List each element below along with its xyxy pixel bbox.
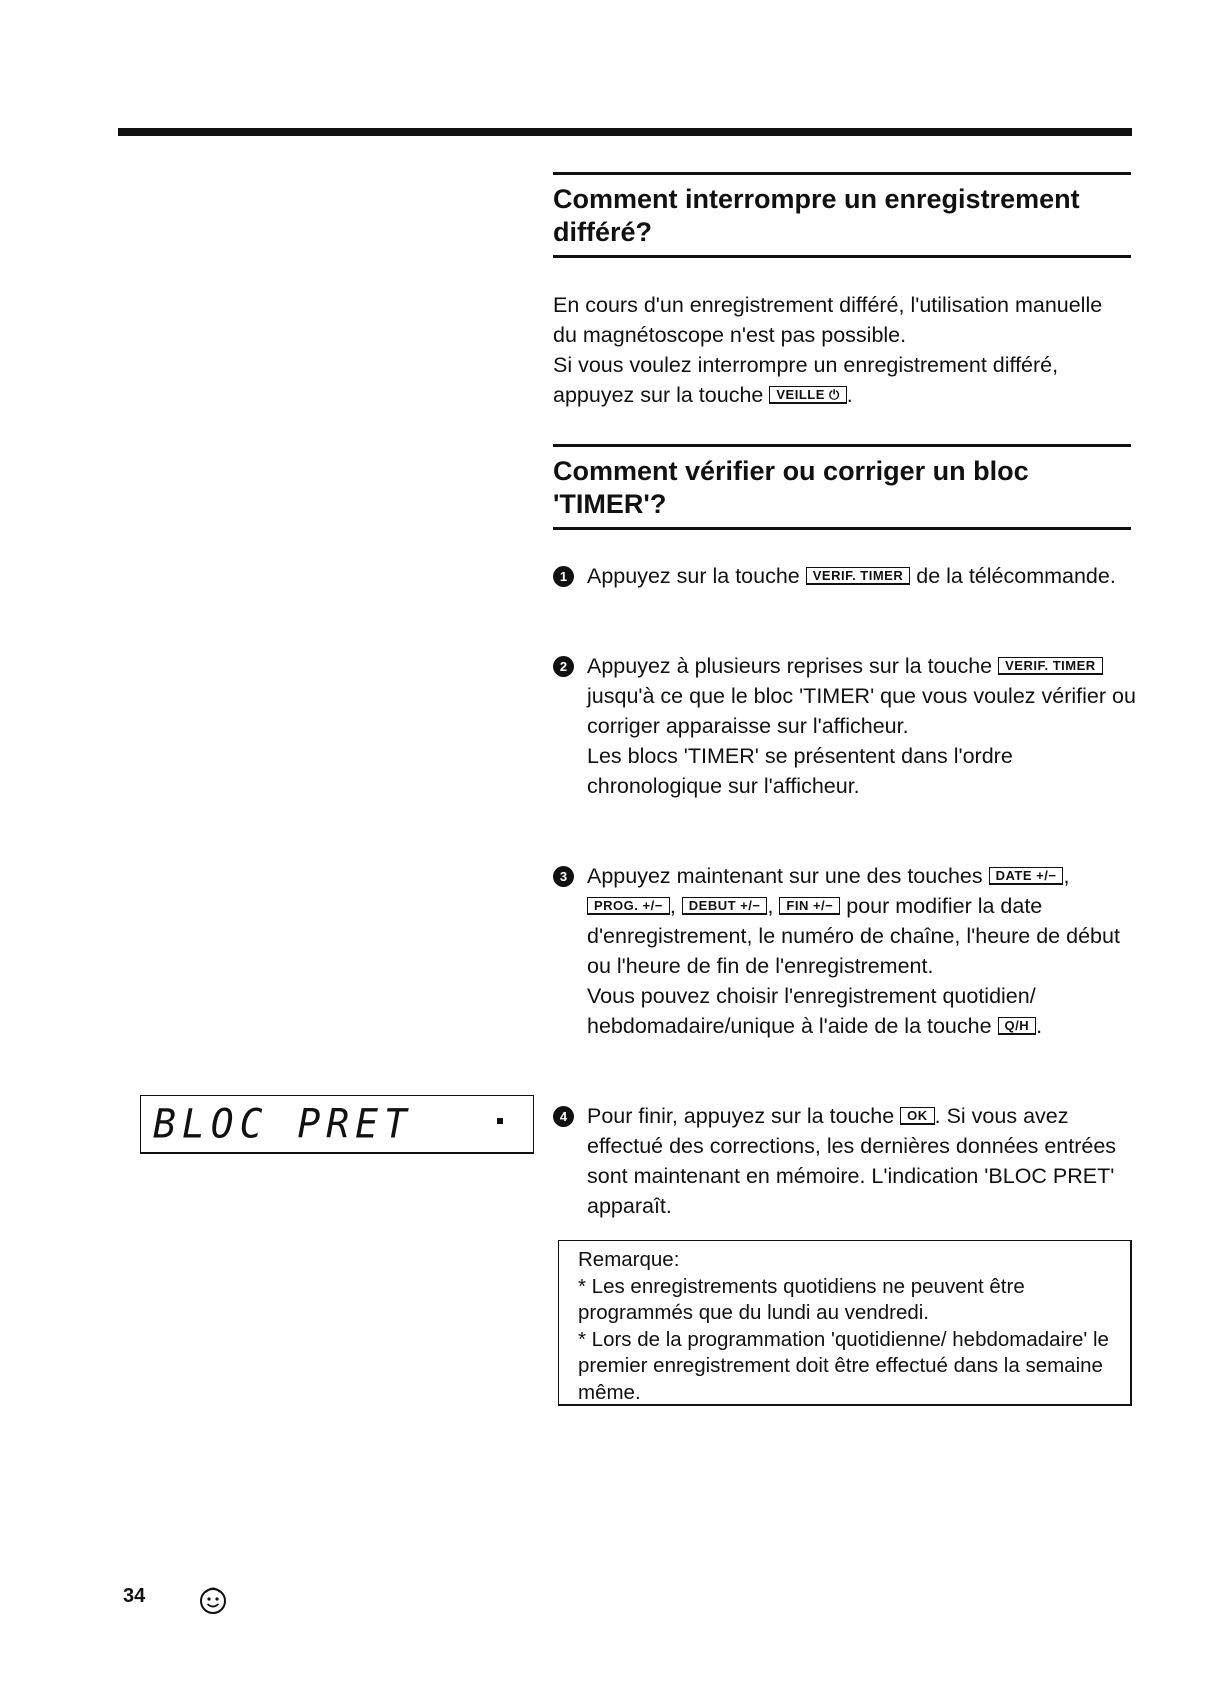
paragraph: Les blocs 'TIMER' se présentent dans l'ordre chronologique sur l'afficheur. — [587, 744, 1013, 798]
ok-key: OK — [900, 1107, 935, 1125]
verif-timer-key: VERIF. TIMER — [998, 657, 1103, 675]
step-3: 3 Appuyez maintenant sur une des touches DATE +/− , PROG. +/− , DEBUT +/− , FIN +/− pour modifier la date d'enregistrement, le numéro de chaîne, l'heure de début ou l'heure de fin de l'enregistrement. Vous pouvez choisir l'enregistrement quotidien/ hebdomadaire/unique à l'aide de la touche Q/H . — [553, 861, 1138, 1041]
step-number: 3 — [553, 866, 574, 887]
note-line: * Lors de la programmation 'quotidienne/ hebdomadaire' le premier enregistrement doit être effectué dans la semaine même. — [578, 1327, 1109, 1404]
paragraph: En cours d'un enregistrement différé, l'utilisation manuelle du magnétoscope n'est pas possible. — [553, 293, 1103, 347]
note-box — [558, 1240, 1132, 1406]
step-2: 2 Appuyez à plusieurs reprises sur la touche VERIF. TIMER jusqu'à ce que le bloc 'TIMER' que vous voulez vérifier ou corriger apparaisse sur l'afficheur. Les blocs 'TIMER' se présentent dans l'ordre chronologique sur l'afficheur. — [553, 651, 1138, 801]
section-heading: Comment vérifier ou corriger un bloc 'TIMER'? — [553, 456, 1029, 519]
section-heading-box — [553, 444, 1131, 530]
lcd-display — [140, 1095, 534, 1154]
section-heading: Comment interrompre un enregistrement différé? — [553, 184, 1080, 247]
step-number: 4 — [553, 1106, 574, 1127]
top-rule — [118, 128, 1132, 136]
step-number: 1 — [553, 566, 574, 587]
paragraph: Si vous voulez interrompre un enregistrement différé, appuyez sur la touche VEILLE ⏻ . — [553, 353, 1059, 407]
prog-key: PROG. +/− — [587, 897, 670, 915]
step-1: 1 Appuyez sur la touche VERIF. TIMER de la télécommande. — [553, 561, 1138, 591]
qh-key: Q/H — [998, 1017, 1037, 1035]
note-title: Remarque: — [578, 1248, 680, 1271]
note-line: * Les enregistrements quotidiens ne peuvent être programmés que du lundi au vendredi. — [578, 1274, 1025, 1324]
section-verifier — [553, 444, 1131, 530]
display-text: BLOC PRET — [153, 1100, 413, 1148]
step-4: 4 Pour finir, appuyez sur la touche OK . Si vous avez effectué des corrections, les dernières données entrées sont maintenant en mémoire. L'indication 'BLOC PRET' apparaît. — [553, 1101, 1138, 1221]
smiley-icon — [196, 1583, 230, 1617]
section-body — [553, 290, 1131, 410]
veille-key: VEILLE ⏻ — [769, 386, 846, 404]
verif-timer-key: VERIF. TIMER — [806, 567, 911, 585]
display-dot — [497, 1118, 503, 1124]
fin-key: FIN +/− — [779, 897, 840, 915]
section-interrompre — [553, 172, 1131, 410]
debut-key: DEBUT +/− — [682, 897, 768, 915]
page-number: 34 — [123, 1585, 146, 1607]
date-key: DATE +/− — [989, 867, 1064, 885]
section-heading-box — [553, 172, 1131, 258]
step-number: 2 — [553, 656, 574, 677]
